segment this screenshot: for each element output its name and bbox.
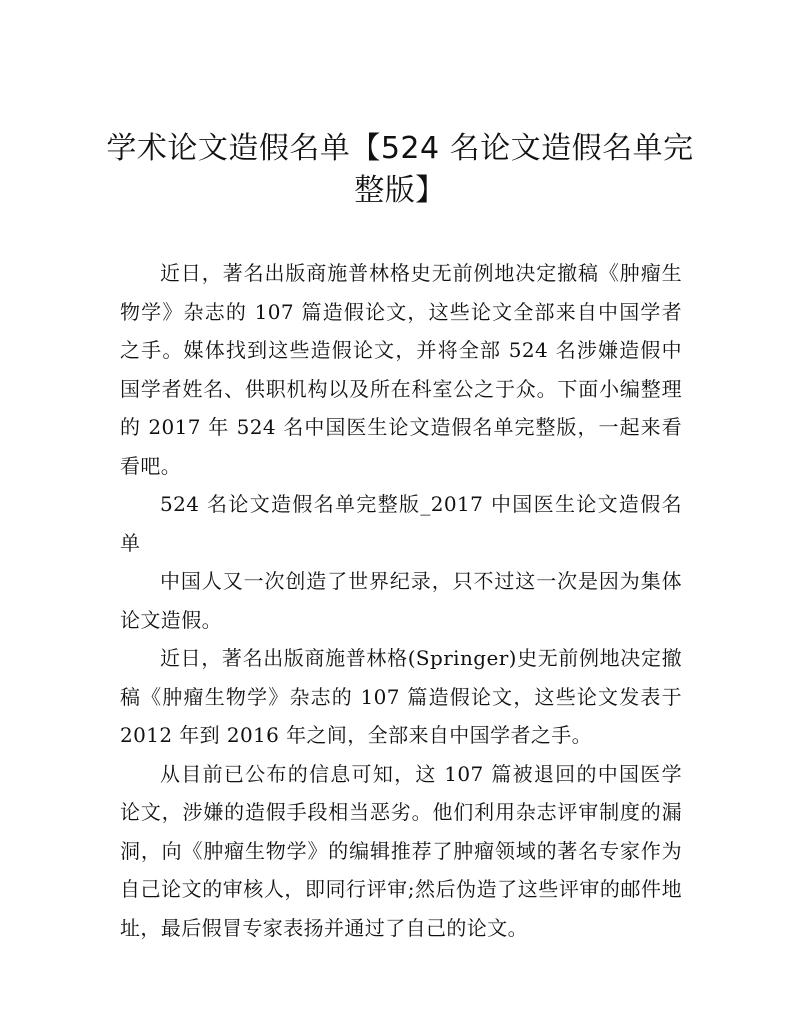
paragraph-list-heading: 524 名论文造假名单完整版_2017 中国医生论文造假名单 <box>120 492 682 555</box>
paragraph-methods: 从目前已公布的信息可知，这 107 篇被退回的中国医学论文，涉嫌的造假手段相当恶劣。他们利用杂志评审制度的漏洞，向《肿瘤生物学》的编辑推荐了肿瘤领域的著名专家作为自己论文的审核人，即同行评审;然后伪造了这些评审的邮件地址，最后假冒专家表扬并通过了自己的论文。 <box>120 761 682 940</box>
paragraph-intro: 近日，著名出版商施普林格史无前例地决定撤稿《肿瘤生物学》杂志的 107 篇造假论文，这些论文全部来自中国学者之手。媒体找到这些造假论文，并将全部 524 名涉嫌造假中国学者姓名、供职机构以及所在科室公之于众。下面小编整理的 2017 年 524 名中国医生论文造假名单完整版，一起来看看吧。 <box>120 261 682 478</box>
paragraph-record: 中国人又一次创造了世界纪录，只不过这一次是因为集体论文造假。 <box>120 569 682 632</box>
document-title: 学术论文造假名单【524 名论文造假名单完整版】 <box>106 131 694 208</box>
document-body <box>120 254 682 947</box>
paragraph-springer: 近日，著名出版商施普林格(Springer)史无前例地决定撤稿《肿瘤生物学》杂志的 107 篇造假论文，这些论文发表于 2012 年到 2016 年之间，全部来自中国学者之手。 <box>120 646 682 747</box>
